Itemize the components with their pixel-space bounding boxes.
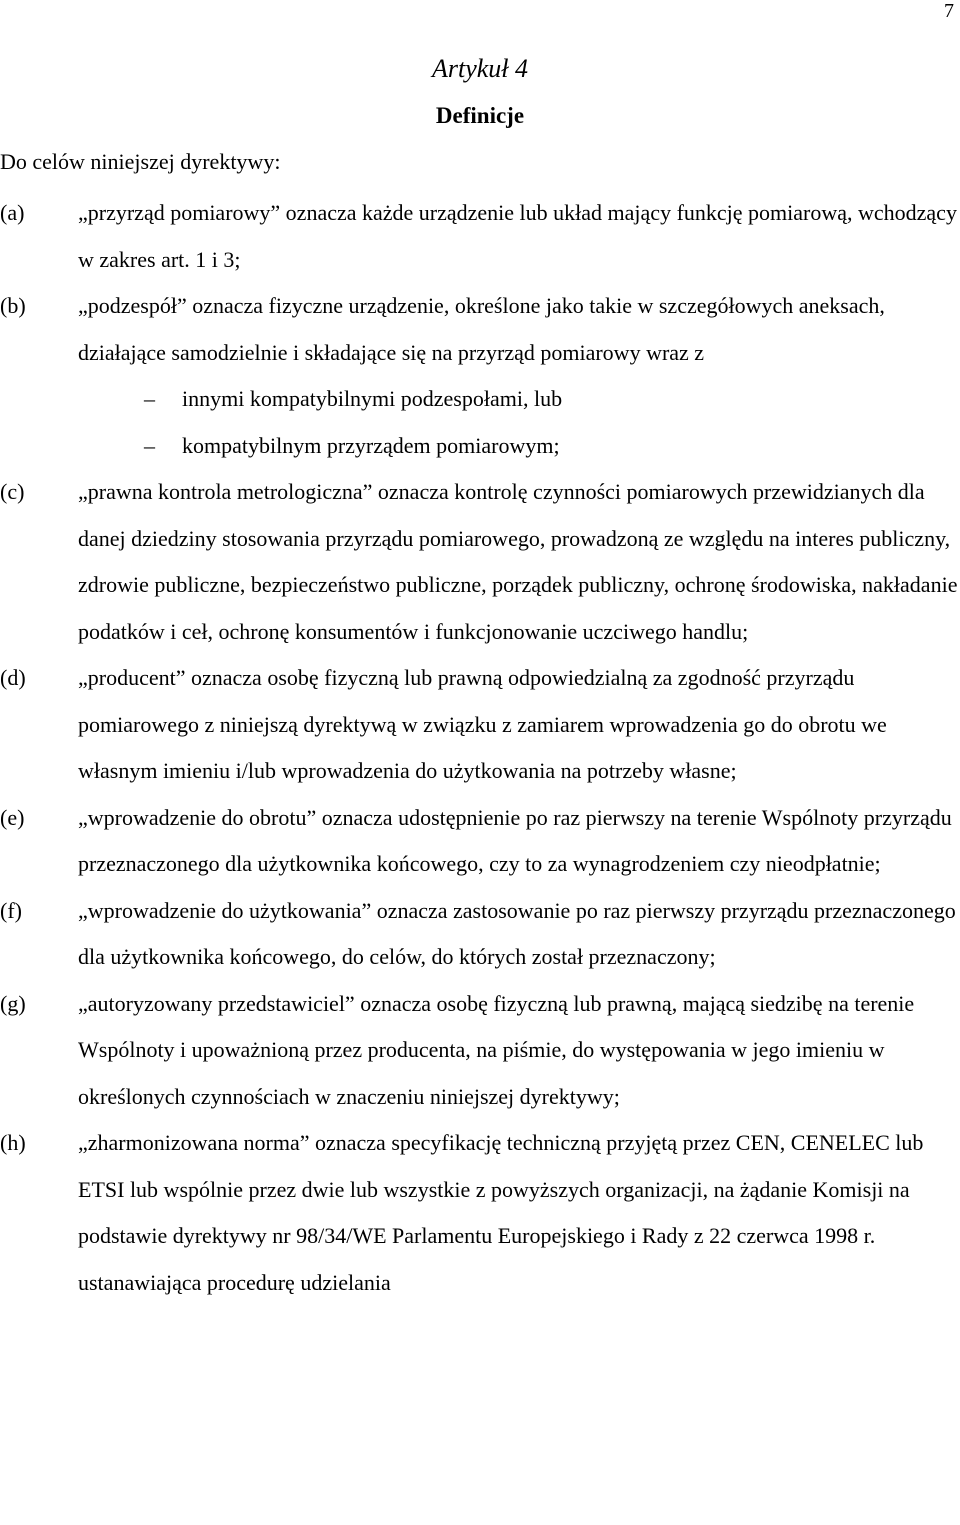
- definition-marker: (d): [0, 665, 26, 690]
- definition-marker: (a): [0, 200, 25, 225]
- definition-text: „podzespół” oznacza fizyczne urządzenie, określone jako takie w szczegółowych aneksach, działające samodzielnie i składające się na przyrząd pomiarowy wraz z: [78, 293, 885, 365]
- section-heading: Definicje: [435, 103, 525, 128]
- definition-marker: (b): [0, 293, 26, 318]
- definition-text: „prawna kontrola metrologiczna” oznacza kontrolę czynności pomiarowych przewidzianych dla danej dziedziny stosowania przyrządu pomiarowego, prowadzoną ze względu na interes publiczny, zdrowie publiczne, bezpieczeństwo publiczne, porządek publiczny, ochronę środowiska, nakładanie podatków i ceł, ochronę konsumentów i funkcjonowanie uczciwego handlu;: [78, 479, 958, 644]
- definition-a: [0, 190, 960, 283]
- sublist-item: [144, 423, 960, 470]
- definition-text: „wprowadzenie do użytkowania” oznacza zastosowanie po raz pierwszy przyrządu przeznaczonego dla użytkownika końcowego, do celów, do których został przeznaczony;: [78, 897, 956, 969]
- intro-text: Do celów niniejszej dyrektywy:: [0, 149, 281, 174]
- definition-marker: (e): [0, 804, 25, 830]
- definition-c: [0, 469, 960, 655]
- definition-text: „autoryzowany przedstawiciel” oznacza osobę fizyczną lub prawną, mającą siedzibę na terenie Wspólnoty i upoważnioną przez producenta, na piśmie, do występowania w jego imieniu w określonych czynnościach w znaczeniu niniejszej dyrektywy;: [78, 990, 915, 1109]
- definition-g: [0, 981, 960, 1121]
- dash-bullet: –: [144, 386, 155, 411]
- definition-d: [0, 655, 960, 795]
- definition-text: „producent” oznacza osobę fizyczną lub prawną odpowiedzialną za zgodność przyrządu pomiarowego z niniejszą dyrektywą w związku z zamiarem wprowadzenia go do obrotu we własnym imieniu i/lub wprowadzenia do użytkowania na potrzeby własne;: [78, 665, 887, 783]
- sublist-item-text: innymi kompatybilnymi podzespołami, lub: [182, 386, 563, 411]
- definition-b: [0, 283, 960, 469]
- sublist-item: [144, 376, 960, 423]
- definition-marker: (h): [0, 1130, 26, 1155]
- definitions-list: [0, 190, 960, 1306]
- definition-e: [0, 795, 960, 888]
- definition-h: [0, 1120, 960, 1306]
- definition-marker: (g): [0, 990, 26, 1016]
- sublist-item-text: kompatybilnym przyrządem pomiarowym;: [182, 432, 560, 458]
- page-number: 7: [944, 0, 954, 22]
- definition-sublist: [78, 376, 960, 469]
- definition-marker: (f): [0, 897, 22, 923]
- definition-text: „wprowadzenie do obrotu” oznacza udostępnienie po raz pierwszy na terenie Wspólnoty przyrządu przeznaczonego dla użytkownika końcowego, czy to za wynagrodzeniem czy nieodpłatnie;: [78, 804, 952, 876]
- definition-text: „zharmonizowana norma” oznacza specyfikację techniczną przyjętą przez CEN, CENELEC lub ETSI lub wspólnie przez dwie lub wszystkie z powyższych organizacji, na żądanie Komisji na podstawie dyrektywy nr 98/34/WE Parlamentu Europejskiego i Rady z 22 czerwca 1998 r. ustanawiająca procedurę udzielania: [78, 1130, 924, 1295]
- definition-f: [0, 888, 960, 981]
- dash-bullet: –: [144, 432, 155, 458]
- definition-marker: (c): [0, 479, 25, 504]
- definition-text: „przyrząd pomiarowy” oznacza każde urządzenie lub układ mający funkcję pomiarową, wchodzący w zakres art. 1 i 3;: [78, 200, 957, 272]
- article-title: Artykuł 4: [431, 54, 529, 83]
